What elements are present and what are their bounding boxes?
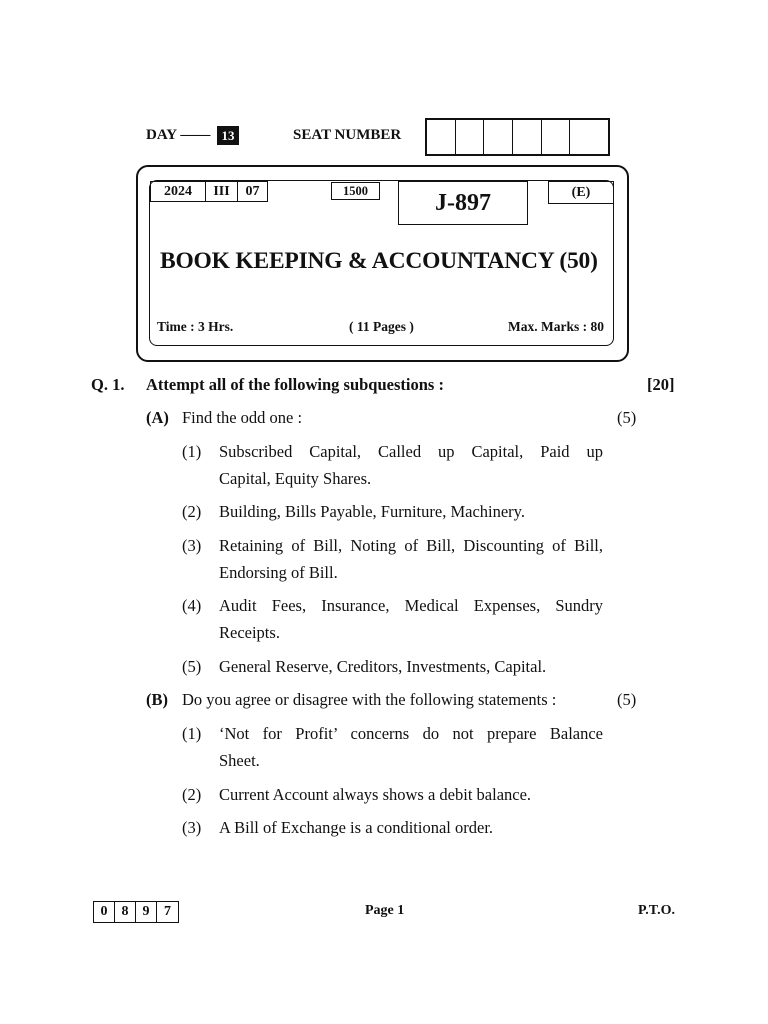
page-number: Page 1	[365, 903, 405, 918]
list-item: ‘Not for Profit’ concerns do not prepare Balance	[219, 724, 603, 743]
item-number: (3)	[182, 818, 202, 837]
item-number: (2)	[182, 785, 202, 804]
seat-number-label: SEAT NUMBER	[293, 127, 402, 143]
list-item: Subscribed Capital, Called up Capital, Paid up	[219, 442, 603, 461]
list-item: Building, Bills Payable, Furniture, Machinery.	[219, 502, 525, 521]
section-a-marks: (5)	[617, 408, 637, 427]
day-label: DAY ——	[146, 127, 211, 143]
day-number: 13	[217, 126, 239, 145]
seat-cell[interactable]	[427, 120, 456, 154]
seat-number-grid[interactable]	[425, 118, 610, 156]
exam-term: III	[206, 182, 238, 201]
time-info: Time : 3 Hrs.	[157, 319, 234, 334]
pto-label: P.T.O.	[638, 903, 675, 918]
code-digit: 0	[94, 902, 115, 922]
seat-cell[interactable]	[513, 120, 542, 154]
list-item-continued: Capital, Equity Shares.	[219, 469, 372, 488]
list-item: A Bill of Exchange is a conditional order.	[219, 818, 494, 837]
paper-code: J-897	[398, 181, 528, 225]
list-item-continued: Endorsing of Bill.	[219, 563, 338, 582]
language-code: (E)	[548, 181, 614, 204]
seat-cell[interactable]	[570, 120, 599, 154]
exam-month: 07	[245, 184, 260, 199]
seat-cell[interactable]	[456, 120, 485, 154]
list-item: Audit Fees, Insurance, Medical Expenses, Sundry	[219, 596, 603, 615]
item-number: (3)	[182, 536, 202, 555]
exam-year: 2024	[151, 182, 206, 201]
section-b-text: Do you agree or disagree with the following statements :	[182, 690, 557, 709]
question-marks: [20]	[647, 375, 675, 394]
list-item: Current Account always shows a debit balance.	[219, 785, 532, 804]
code-digit: 9	[136, 902, 157, 922]
section-a-text: Find the odd one :	[182, 408, 303, 427]
print-count: 1500	[331, 182, 380, 200]
max-marks-info: Max. Marks : 80	[508, 319, 604, 334]
code-digit: 7	[164, 904, 171, 919]
question-text: Attempt all of the following subquestions :	[146, 375, 444, 394]
item-number: (4)	[182, 596, 202, 615]
pages-info: ( 11 Pages )	[349, 319, 414, 334]
code-digit: 8	[115, 902, 136, 922]
section-b-marks: (5)	[617, 690, 637, 709]
section-b-label: (B)	[146, 690, 168, 709]
seat-cell[interactable]	[484, 120, 513, 154]
paper-code-digits	[93, 901, 179, 923]
exam-date-cells	[150, 181, 268, 202]
list-item-continued: Sheet.	[219, 751, 260, 770]
list-item: Retaining of Bill, Noting of Bill, Discounting of Bill,	[219, 536, 603, 555]
question-number: Q. 1.	[91, 375, 125, 394]
list-item-continued: Receipts.	[219, 623, 280, 642]
item-number: (1)	[182, 442, 202, 461]
item-number: (5)	[182, 657, 202, 676]
subject-title: BOOK KEEPING & ACCOUNTANCY (50)	[160, 248, 598, 274]
item-number: (1)	[182, 724, 202, 743]
list-item: General Reserve, Creditors, Investments, Capital.	[219, 657, 547, 676]
section-a-label: (A)	[146, 408, 169, 427]
seat-cell[interactable]	[542, 120, 571, 154]
item-number: (2)	[182, 502, 202, 521]
